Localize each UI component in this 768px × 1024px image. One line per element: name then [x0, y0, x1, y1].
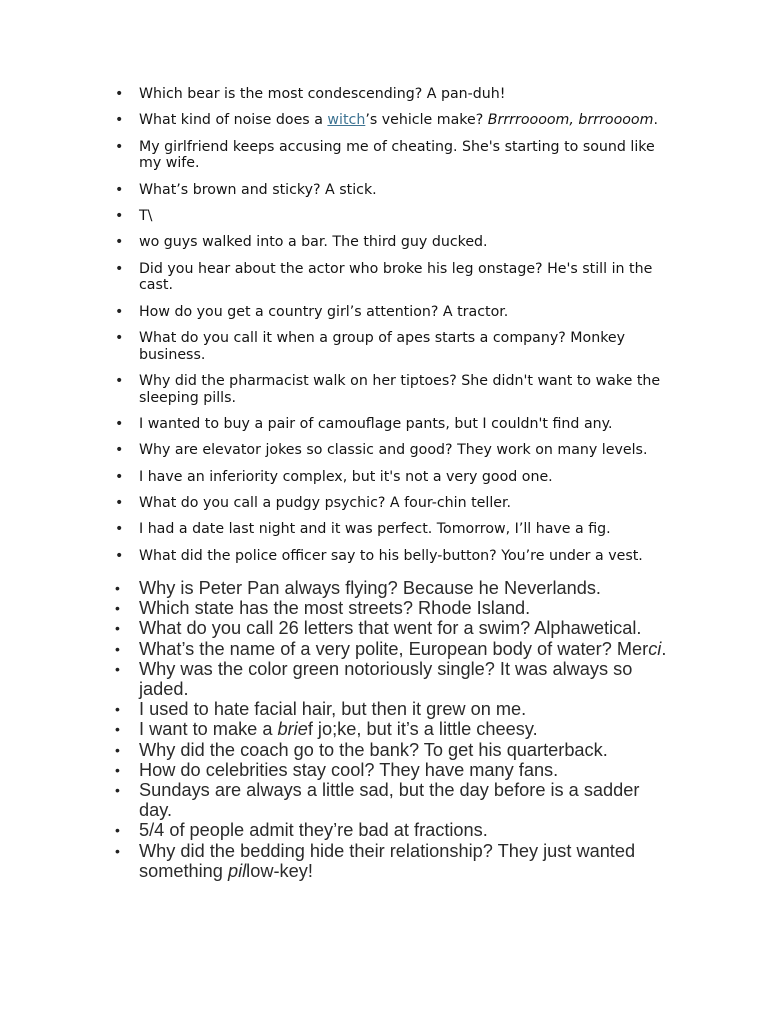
list-item: • Why did the coach go to the bank? To get his quarterback. — [115, 740, 675, 760]
list-item: • What do you call a pudgy psychic? A four-chin teller. — [115, 495, 675, 512]
italic-segment: Brrrroooom, brrroooom — [487, 112, 654, 129]
list-item: • Why are elevator jokes so classic and good? They work on many levels. — [115, 442, 675, 459]
joke-list-small — [115, 86, 675, 574]
list-item: • I have an inferiority complex, but it's not a very good one. — [115, 469, 675, 486]
text-segment: What’s the name of a very polite, European body of water? Mer — [139, 638, 649, 659]
text-segment: f jo;ke, but it’s a little cheesy. — [307, 719, 538, 740]
text-segment: Why did the bedding hide their relationship? They just wanted something — [139, 840, 636, 881]
list-item: • Why did the pharmacist walk on her tiptoes? She didn't want to wake the sleeping pills. — [115, 373, 675, 406]
list-item: • My girlfriend keeps accusing me of cheating. She's starting to sound like my wife. — [115, 139, 675, 172]
list-item: • wo guys walked into a bar. The third guy ducked. — [115, 234, 675, 251]
list-item: • Why was the color green notoriously single? It was always so jaded. — [115, 659, 675, 699]
list-item: • Which state has the most streets? Rhode Island. — [115, 598, 675, 618]
italic-segment: pil — [227, 860, 247, 881]
list-item: • What do you call it when a group of apes starts a company? Monkey business. — [115, 330, 675, 363]
text-segment: low-key! — [246, 860, 313, 881]
list-item: • What’s brown and sticky? A stick. — [115, 182, 675, 199]
text-segment: What kind of noise does a — [139, 112, 328, 129]
list-item: • How do you get a country girl’s attention? A tractor. — [115, 304, 675, 321]
list-item — [115, 719, 675, 739]
list-item: • T\ — [115, 208, 675, 225]
list-item: • I wanted to buy a pair of camouflage pants, but I couldn't find any. — [115, 416, 675, 433]
list-item: • Which bear is the most condescending? A pan-duh! — [115, 86, 675, 103]
text-segment: . — [661, 638, 667, 659]
list-item: • I had a date last night and it was perfect. Tomorrow, I’ll have a fig. — [115, 521, 675, 538]
list-item — [115, 112, 675, 129]
witch-link[interactable]: witch — [327, 112, 366, 129]
text-segment: I want to make a — [139, 719, 278, 740]
joke-list-large — [115, 578, 675, 881]
list-item: • How do celebrities stay cool? They have many fans. — [115, 760, 675, 780]
list-item: • I used to hate facial hair, but then it grew on me. — [115, 699, 675, 719]
text-segment: ’s vehicle make? — [365, 112, 488, 129]
italic-segment: ci — [648, 638, 662, 659]
list-item: • Did you hear about the actor who broke his leg onstage? He's still in the cast. — [115, 261, 675, 294]
list-item: • What do you call 26 letters that went for a swim? Alphawetical. — [115, 618, 675, 638]
list-item: • What did the police officer say to his belly-button? You’re under a vest. — [115, 548, 675, 565]
list-item: • Sundays are always a little sad, but the day before is a sadder day. — [115, 780, 675, 820]
list-item — [115, 841, 675, 881]
list-item: • Why is Peter Pan always flying? Because he Neverlands. — [115, 578, 675, 598]
italic-segment: brie — [277, 719, 308, 740]
list-item: • 5/4 of people admit they’re bad at fractions. — [115, 820, 675, 840]
text-segment: . — [653, 112, 658, 129]
list-item — [115, 639, 675, 659]
